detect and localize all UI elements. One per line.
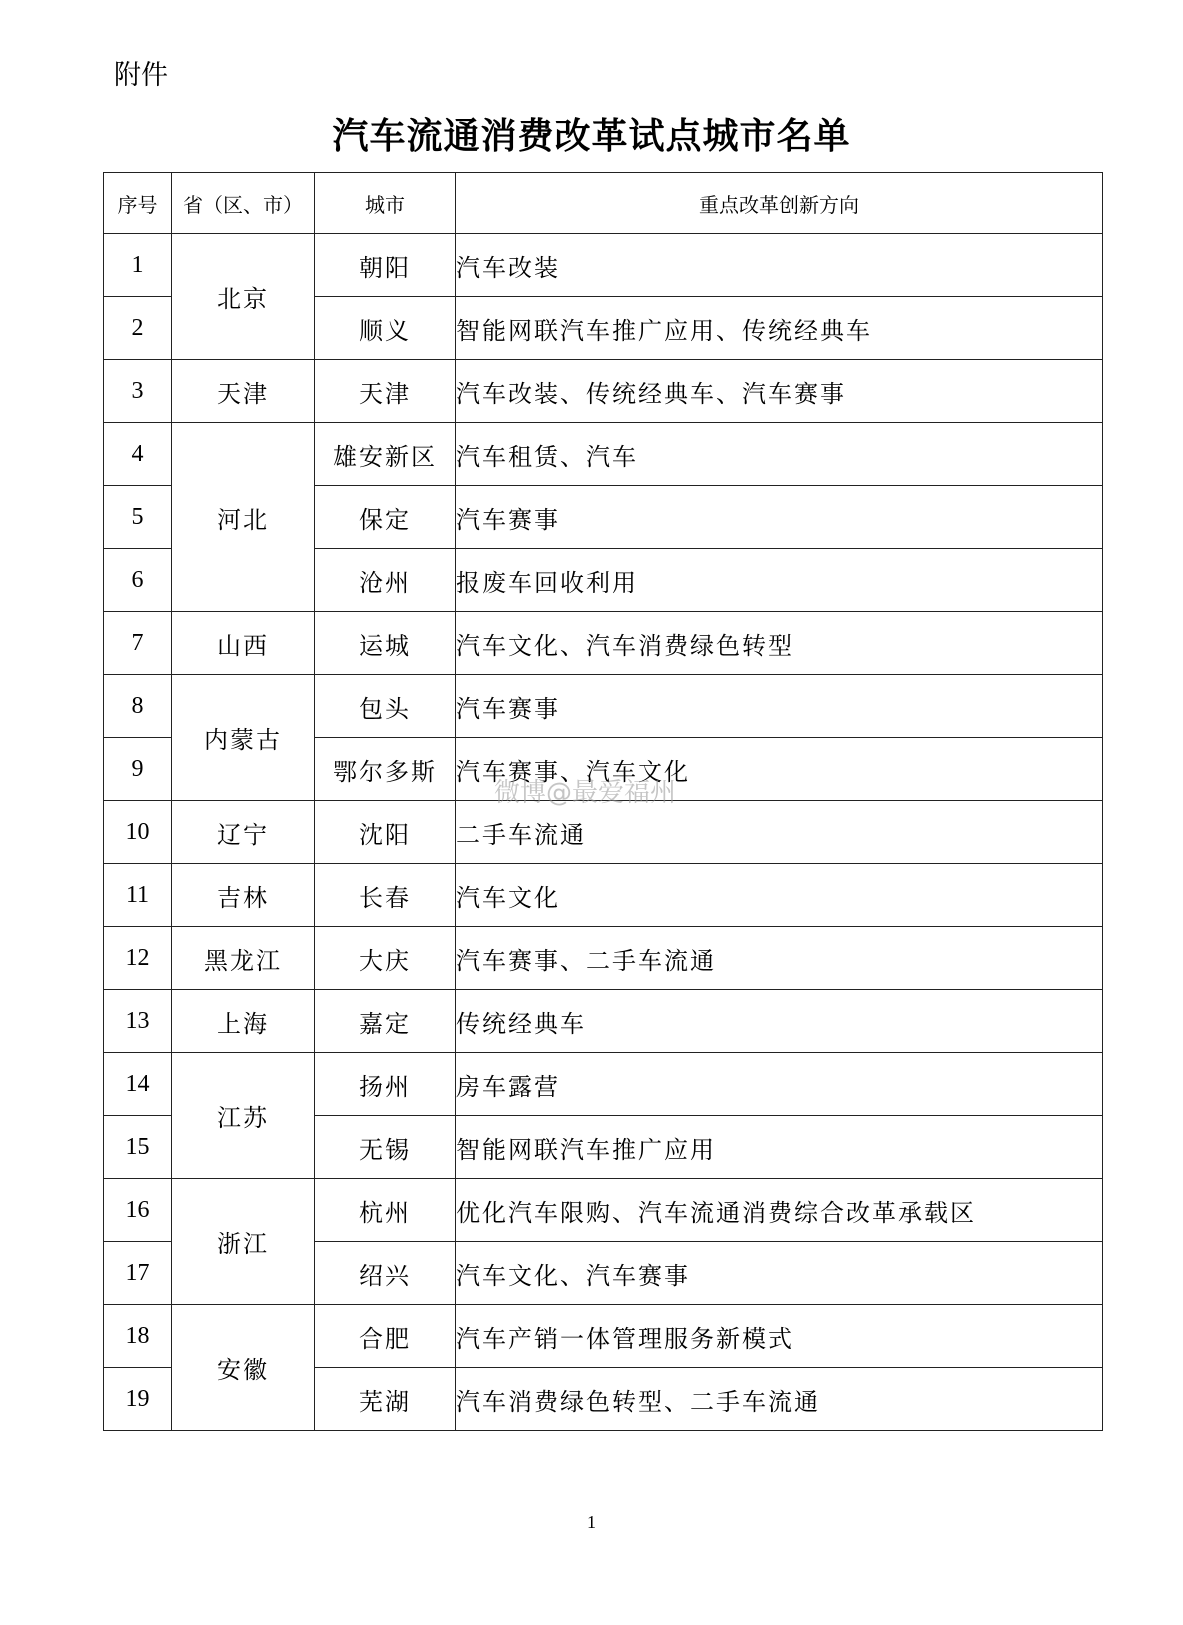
direction-cell: 智能网联汽车推广应用、传统经典车 <box>456 297 1103 360</box>
seq-cell: 18 <box>104 1305 172 1368</box>
page-number: 1 <box>587 1512 596 1532</box>
seq-cell: 1 <box>104 234 172 297</box>
province-cell: 内蒙古 <box>172 675 315 801</box>
city-cell: 大庆 <box>315 927 456 990</box>
city-cell: 绍兴 <box>315 1242 456 1305</box>
table-header-row <box>104 173 1103 234</box>
province-cell: 辽宁 <box>172 801 315 864</box>
direction-cell: 汽车文化、汽车赛事 <box>456 1242 1103 1305</box>
seq-cell: 3 <box>104 360 172 423</box>
seq-cell: 11 <box>104 864 172 927</box>
seq-cell: 7 <box>104 612 172 675</box>
table-row <box>104 927 1103 990</box>
table-row <box>104 1305 1103 1368</box>
direction-cell: 汽车改装 <box>456 234 1103 297</box>
city-cell: 芜湖 <box>315 1368 456 1431</box>
city-cell: 合肥 <box>315 1305 456 1368</box>
seq-cell: 13 <box>104 990 172 1053</box>
city-cell: 杭州 <box>315 1179 456 1242</box>
table-row <box>104 1179 1103 1242</box>
city-cell: 包头 <box>315 675 456 738</box>
seq-cell: 12 <box>104 927 172 990</box>
seq-cell: 14 <box>104 1053 172 1116</box>
province-cell: 安徽 <box>172 1305 315 1431</box>
direction-cell: 报废车回收利用 <box>456 549 1103 612</box>
city-cell: 鄂尔多斯 <box>315 738 456 801</box>
direction-cell: 汽车赛事 <box>456 675 1103 738</box>
city-cell: 沈阳 <box>315 801 456 864</box>
direction-cell: 传统经典车 <box>456 990 1103 1053</box>
city-cell: 顺义 <box>315 297 456 360</box>
attachment-label: 附件 <box>114 60 168 91</box>
city-cell: 天津 <box>315 360 456 423</box>
table-row <box>104 990 1103 1053</box>
city-cell: 雄安新区 <box>315 423 456 486</box>
direction-cell: 汽车赛事 <box>456 486 1103 549</box>
column-header-province: 省（区、市） <box>172 173 315 234</box>
direction-cell: 房车露营 <box>456 1053 1103 1116</box>
seq-cell: 4 <box>104 423 172 486</box>
table-row <box>104 801 1103 864</box>
city-cell: 无锡 <box>315 1116 456 1179</box>
city-cell: 嘉定 <box>315 990 456 1053</box>
direction-cell: 汽车赛事、汽车文化 <box>456 738 1103 801</box>
seq-cell: 2 <box>104 297 172 360</box>
province-cell: 黑龙江 <box>172 927 315 990</box>
seq-cell: 5 <box>104 486 172 549</box>
direction-cell: 汽车改装、传统经典车、汽车赛事 <box>456 360 1103 423</box>
city-cell: 沧州 <box>315 549 456 612</box>
seq-cell: 15 <box>104 1116 172 1179</box>
seq-cell: 19 <box>104 1368 172 1431</box>
pilot-city-table <box>103 172 1103 1431</box>
table-row <box>104 864 1103 927</box>
seq-cell: 9 <box>104 738 172 801</box>
direction-cell: 汽车赛事、二手车流通 <box>456 927 1103 990</box>
province-cell: 江苏 <box>172 1053 315 1179</box>
direction-cell: 智能网联汽车推广应用 <box>456 1116 1103 1179</box>
direction-cell: 汽车消费绿色转型、二手车流通 <box>456 1368 1103 1431</box>
city-cell: 朝阳 <box>315 234 456 297</box>
direction-cell: 汽车文化 <box>456 864 1103 927</box>
direction-cell: 汽车产销一体管理服务新模式 <box>456 1305 1103 1368</box>
province-cell: 天津 <box>172 360 315 423</box>
direction-cell: 二手车流通 <box>456 801 1103 864</box>
city-cell: 扬州 <box>315 1053 456 1116</box>
province-cell: 吉林 <box>172 864 315 927</box>
column-header-seq: 序号 <box>104 173 172 234</box>
seq-cell: 8 <box>104 675 172 738</box>
seq-cell: 6 <box>104 549 172 612</box>
province-cell: 浙江 <box>172 1179 315 1305</box>
table-row <box>104 234 1103 297</box>
column-header-city: 城市 <box>315 173 456 234</box>
column-header-direction: 重点改革创新方向 <box>456 173 1103 234</box>
direction-cell: 汽车租赁、汽车 <box>456 423 1103 486</box>
province-cell: 山西 <box>172 612 315 675</box>
table-row <box>104 360 1103 423</box>
province-cell: 上海 <box>172 990 315 1053</box>
seq-cell: 10 <box>104 801 172 864</box>
city-cell: 保定 <box>315 486 456 549</box>
table-row <box>104 675 1103 738</box>
table-row <box>104 423 1103 486</box>
seq-cell: 16 <box>104 1179 172 1242</box>
city-cell: 长春 <box>315 864 456 927</box>
province-cell: 北京 <box>172 234 315 360</box>
table-row <box>104 612 1103 675</box>
table-row <box>104 1053 1103 1116</box>
province-cell: 河北 <box>172 423 315 612</box>
seq-cell: 17 <box>104 1242 172 1305</box>
direction-cell: 汽车文化、汽车消费绿色转型 <box>456 612 1103 675</box>
city-cell: 运城 <box>315 612 456 675</box>
direction-cell: 优化汽车限购、汽车流通消费综合改革承载区 <box>456 1179 1103 1242</box>
document-title: 汽车流通消费改革试点城市名单 <box>332 115 851 157</box>
weibo-watermark: 微博@最爱福州 <box>494 778 677 808</box>
